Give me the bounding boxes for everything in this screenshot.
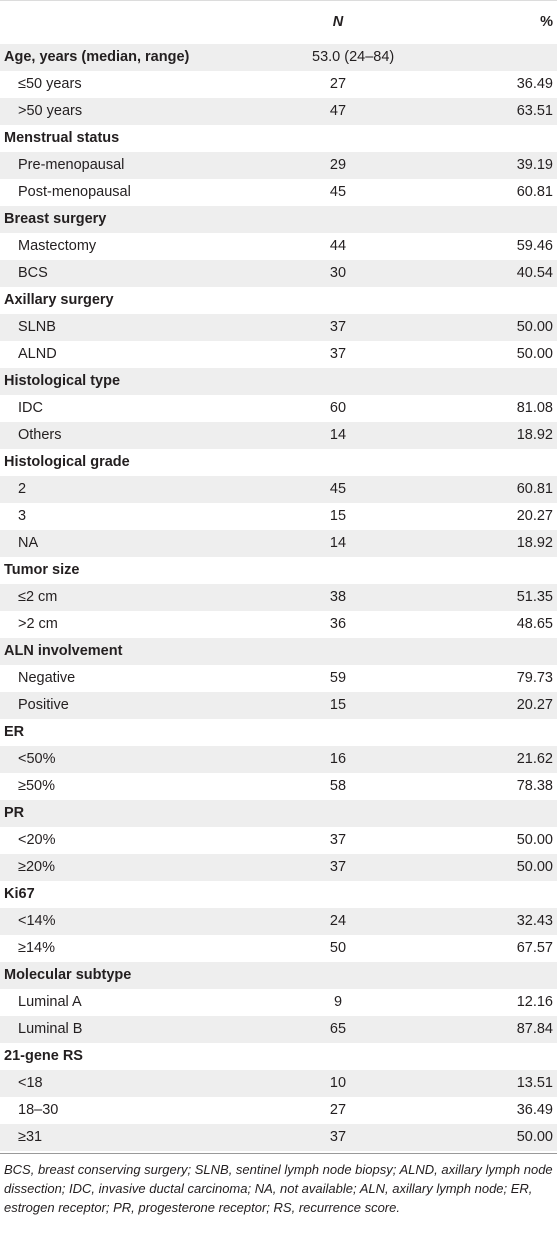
row-label: Luminal B [18, 1021, 83, 1037]
row-label: <20% [18, 832, 56, 848]
n-value: 44 [329, 238, 347, 254]
table-body [0, 44, 557, 1151]
section-label: Tumor size [4, 562, 80, 578]
table-section-row [0, 962, 557, 989]
percent-value: 36.49 [516, 76, 553, 92]
percent-value: 40.54 [516, 265, 553, 281]
percent-value: 18.92 [516, 535, 553, 551]
row-label: ≥20% [18, 859, 55, 875]
table-row [0, 503, 557, 530]
table-section-row [0, 449, 557, 476]
percent-value: 13.51 [516, 1075, 553, 1091]
table-row [0, 395, 557, 422]
table-section-row [0, 1043, 557, 1070]
percent-value: 20.27 [516, 508, 553, 524]
table-section-row [0, 719, 557, 746]
percent-value: 12.16 [516, 994, 553, 1010]
row-label: ≤50 years [18, 76, 82, 92]
header-n: N [332, 14, 344, 30]
row-label: <18 [18, 1075, 43, 1091]
row-label: <14% [18, 913, 56, 929]
row-label: >2 cm [18, 616, 58, 632]
table-row [0, 1016, 557, 1043]
table-section-row [0, 368, 557, 395]
percent-value: 18.92 [516, 427, 553, 443]
n-value: 15 [329, 508, 347, 524]
percent-value: 39.19 [516, 157, 553, 173]
percent-value: 50.00 [516, 319, 553, 335]
row-label: Luminal A [18, 994, 82, 1010]
table-header [0, 0, 557, 44]
section-label: Histological grade [4, 454, 130, 470]
percent-value: 20.27 [516, 697, 553, 713]
n-value: 37 [329, 1129, 347, 1145]
n-value: 29 [329, 157, 347, 173]
row-label: Post-menopausal [18, 184, 131, 200]
table-row [0, 584, 557, 611]
table-row [0, 908, 557, 935]
n-value: 37 [329, 319, 347, 335]
n-value: 59 [329, 670, 347, 686]
percent-value: 63.51 [516, 103, 553, 119]
median-range-value: 53.0 (24–84) [312, 49, 395, 65]
percent-value: 78.38 [516, 778, 553, 794]
table-row [0, 611, 557, 638]
table-row [0, 260, 557, 287]
row-label: Mastectomy [18, 238, 97, 254]
row-label: 18–30 [18, 1102, 59, 1118]
section-label: Molecular subtype [4, 967, 132, 983]
row-label: IDC [18, 400, 43, 416]
table-row [0, 530, 557, 557]
n-value: 27 [329, 76, 347, 92]
table-section-row [0, 44, 557, 71]
n-value: 9 [333, 994, 343, 1010]
table-section-row [0, 557, 557, 584]
n-value: 50 [329, 940, 347, 956]
row-label: 2 [18, 481, 27, 497]
table-row [0, 989, 557, 1016]
n-value: 16 [329, 751, 347, 767]
percent-value: 79.73 [516, 670, 553, 686]
table-row [0, 746, 557, 773]
n-value: 65 [329, 1021, 347, 1037]
table-footnote: BCS, breast conserving surgery; SLNB, sentinel lymph node biopsy; ALND, axillary lymph node dissection; IDC, invasive ductal carcinoma; NA, not available; ALN, axillary lymph node; ER, estrogen receptor; PR, progesterone receptor; RS, recurrence score. [0, 1153, 557, 1217]
table-row [0, 1097, 557, 1124]
percent-value: 32.43 [516, 913, 553, 929]
n-value: 27 [329, 1102, 347, 1118]
table-section-row [0, 125, 557, 152]
n-value: 38 [329, 589, 347, 605]
section-label: Breast surgery [4, 211, 107, 227]
table-row [0, 422, 557, 449]
n-value: 37 [329, 832, 347, 848]
table-section-row [0, 638, 557, 665]
table-section-row [0, 206, 557, 233]
table-row [0, 1124, 557, 1151]
section-label: PR [4, 805, 25, 821]
percent-value: 50.00 [516, 346, 553, 362]
row-label: ≤2 cm [18, 589, 58, 605]
n-value: 30 [329, 265, 347, 281]
row-label: Negative [18, 670, 76, 686]
row-label: SLNB [18, 319, 56, 335]
row-label: NA [18, 535, 39, 551]
percent-value: 48.65 [516, 616, 553, 632]
n-value: 10 [329, 1075, 347, 1091]
section-label: Age, years (median, range) [4, 49, 190, 65]
table-row [0, 71, 557, 98]
row-label: ≥31 [18, 1129, 43, 1145]
percent-value: 59.46 [516, 238, 553, 254]
row-label: ≥14% [18, 940, 55, 956]
section-label: ER [4, 724, 25, 740]
table-section-row [0, 800, 557, 827]
table-row [0, 935, 557, 962]
section-label: Ki67 [4, 886, 35, 902]
n-value: 45 [329, 481, 347, 497]
table-row [0, 341, 557, 368]
percent-value: 67.57 [516, 940, 553, 956]
percent-value: 50.00 [516, 859, 553, 875]
percent-value: 36.49 [516, 1102, 553, 1118]
header-percent: % [540, 14, 553, 30]
table-section-row [0, 881, 557, 908]
table-row [0, 665, 557, 692]
table-row [0, 692, 557, 719]
table-row [0, 314, 557, 341]
table-row [0, 854, 557, 881]
table-row [0, 179, 557, 206]
percent-value: 21.62 [516, 751, 553, 767]
section-label: Histological type [4, 373, 121, 389]
table-row [0, 827, 557, 854]
row-label: BCS [18, 265, 48, 281]
row-label: 3 [18, 508, 27, 524]
table-row [0, 233, 557, 260]
percent-value: 60.81 [516, 481, 553, 497]
n-value: 37 [329, 859, 347, 875]
table-row [0, 98, 557, 125]
section-label: Axillary surgery [4, 292, 114, 308]
row-label: ≥50% [18, 778, 55, 794]
n-value: 37 [329, 346, 347, 362]
table-row [0, 476, 557, 503]
n-value: 47 [329, 103, 347, 119]
section-label: ALN involvement [4, 643, 123, 659]
section-label: Menstrual status [4, 130, 120, 146]
table-row [0, 773, 557, 800]
row-label: Pre-menopausal [18, 157, 125, 173]
n-value: 14 [329, 535, 347, 551]
table-section-row [0, 287, 557, 314]
percent-value: 81.08 [516, 400, 553, 416]
row-label: Positive [18, 697, 69, 713]
row-label: Others [18, 427, 62, 443]
n-value: 15 [329, 697, 347, 713]
n-value: 24 [329, 913, 347, 929]
percent-value: 50.00 [516, 1129, 553, 1145]
row-label: >50 years [18, 103, 83, 119]
table-row [0, 152, 557, 179]
n-value: 14 [329, 427, 347, 443]
row-label: ALND [18, 346, 57, 362]
row-label: <50% [18, 751, 56, 767]
percent-value: 50.00 [516, 832, 553, 848]
table-row [0, 1070, 557, 1097]
percent-value: 87.84 [516, 1021, 553, 1037]
n-value: 60 [329, 400, 347, 416]
n-value: 45 [329, 184, 347, 200]
percent-value: 60.81 [516, 184, 553, 200]
n-value: 36 [329, 616, 347, 632]
section-label: 21-gene RS [4, 1048, 83, 1064]
percent-value: 51.35 [516, 589, 553, 605]
n-value: 58 [329, 778, 347, 794]
